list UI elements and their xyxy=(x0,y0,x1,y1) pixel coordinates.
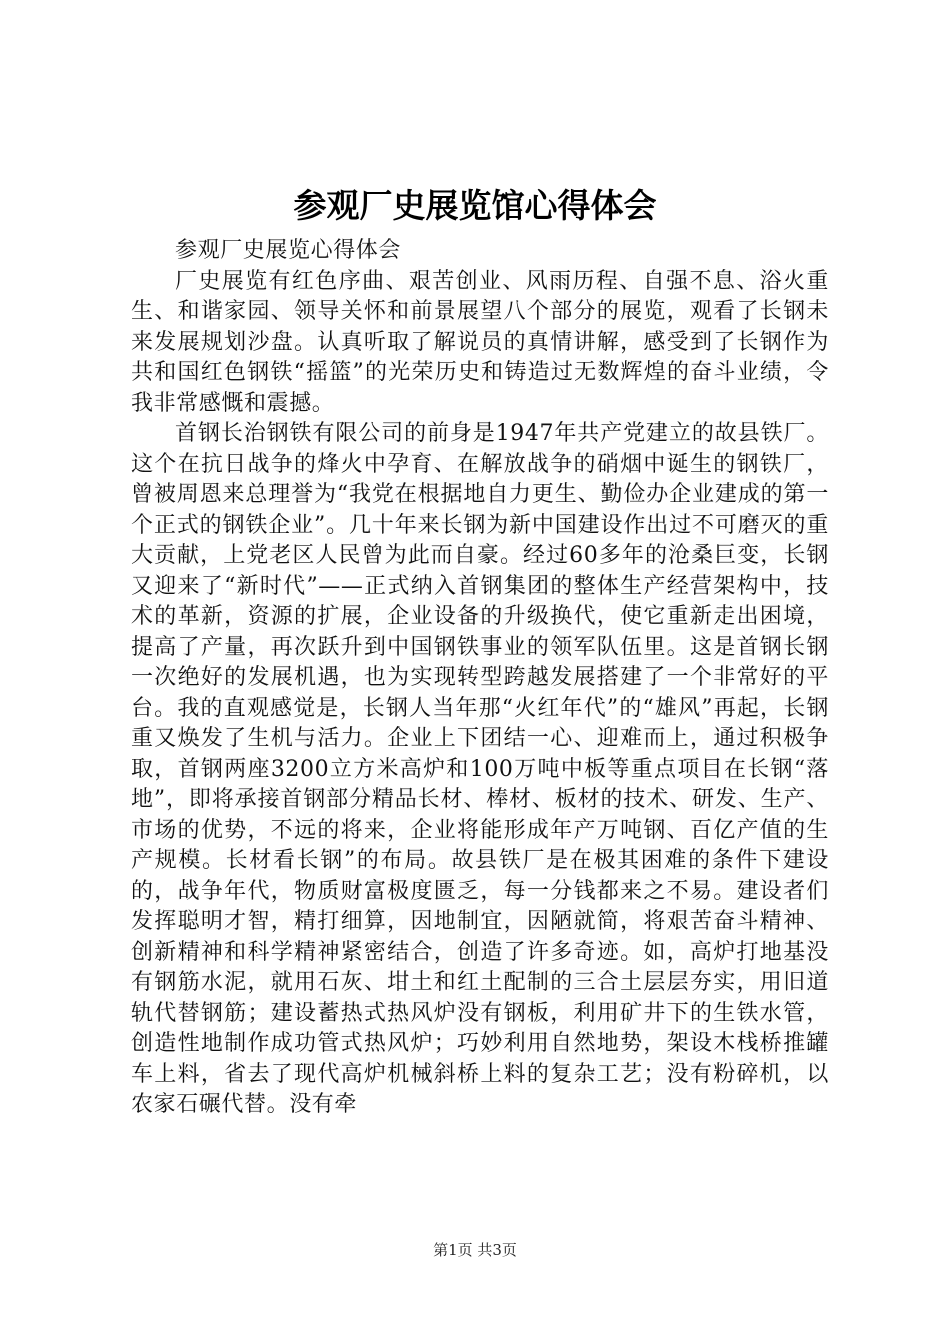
paragraph-subtitle: 参观厂史展览心得体会 xyxy=(175,238,402,263)
document-title: 参观厂史展览馆心得体会 xyxy=(293,186,657,225)
document-body xyxy=(131,236,829,1121)
page-footer: 第1页 共3页 xyxy=(433,1241,517,1259)
paragraph-history: 首钢长治钢铁有限公司的前身是1947年共产党建立的故县铁厂。这个在抗日战争的烽火中孕育、在解放战争的硝烟中诞生的钢铁厂，曾被周恩来总理誉为“我党在根据地自力更生、勤俭办企业建成的第一个正式的钢铁企业”。几十年来长钢为新中国建设作出过不可磨灭的重大贡献，上党老区人民曾为此而自豪。经过60多年的沧桑巨变，长钢又迎来了“新时代”——正式纳入首钢集团的整体生产经营架构中，技术的革新，资源的扩展，企业设备的升级换代，使它重新走出困境，提高了产量，再次跃升到中国钢铁事业的领军队伍里。这是首钢长钢一次绝好的发展机遇，也为实现转型跨越发展搭建了一个非常好的平台。我的直观感觉是，长钢人当年那“火红年代”的“雄风”再起，长钢重又焕发了生机与活力。企业上下团结一心、迎难而上，通过积极争取，首钢两座3200立方米高炉和100万吨中板等重点项目在长钢“落地”，即将承接首钢部分精品长材、棒材、板材的技术、研发、生产、市场的优势，不远的将来，企业将能形成年产万吨钢、百亿产值的生产规模。长材看长钢”的布局。故县铁厂是在极其困难的条件下建设的，战争年代，物质财富极度匮乏，每一分钱都来之不易。建设者们发挥聪明才智，精打细算，因地制宜，因陋就简，将艰苦奋斗精神、创新精神和科学精神紧密结合，创造了许多奇迹。如，高炉打地基没有钢筋水泥，就用石灰、坩土和红土配制的三合土层层夯实，用旧道轨代替钢筋；建设蓄热式热风炉没有钢板，利用矿井下的生铁水管，创造性地制作成功管式热风炉；巧妙利用自然地势，架设木栈桥推罐车上料，省去了现代高炉机械斜桥上料的复杂工艺；没有粉碎机，以农家石碾代替。没有牵 xyxy=(131,421,829,1117)
paragraph-intro: 厂史展览有红色序曲、艰苦创业、风雨历程、自强不息、浴火重生、和谐家园、领导关怀和前景展望八个部分的展览，观看了长钢未来发展规划沙盘。认真听取了解说员的真情讲解，感受到了长钢作为共和国红色钢铁“摇篮”的光荣历史和铸造过无数辉煌的奋斗业绩，令我非常感慨和震撼。 xyxy=(131,268,829,416)
